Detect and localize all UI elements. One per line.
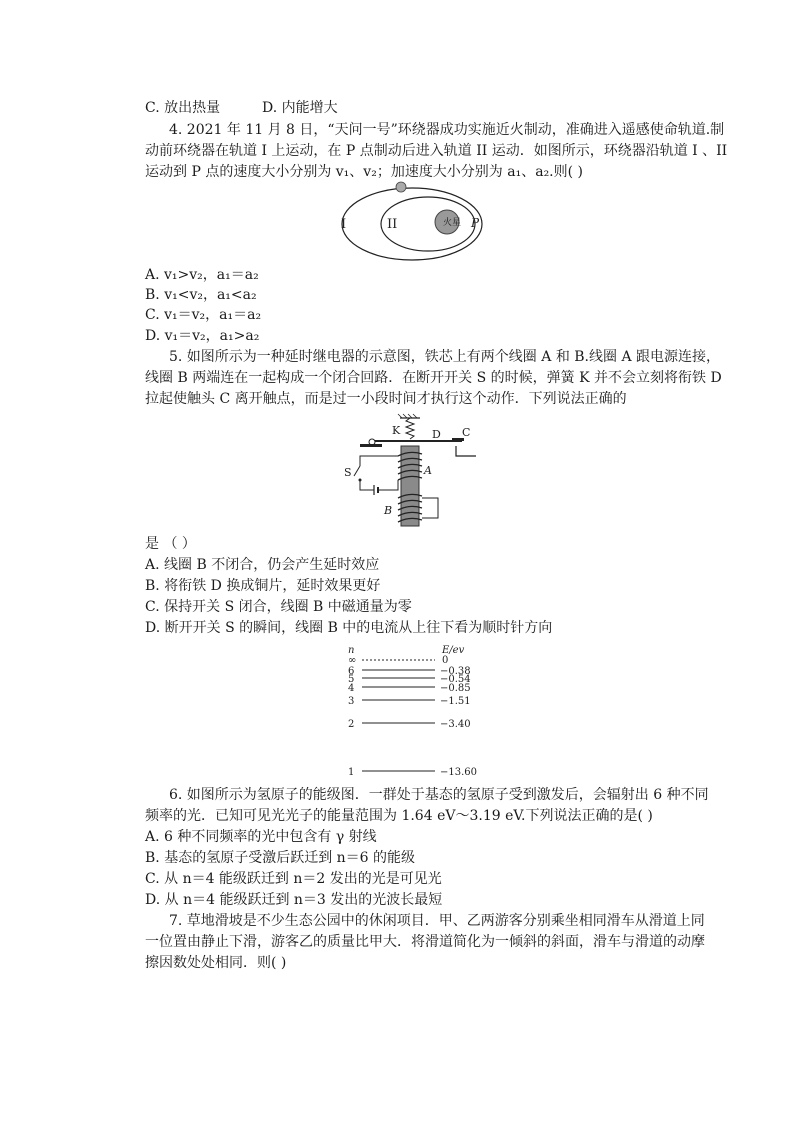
orbiter-dot xyxy=(396,182,406,192)
q4-option-b: B. v₁<v₂，a₁<a₂ xyxy=(145,287,257,303)
n-axis-label: n xyxy=(348,645,355,656)
level-1-n: 1 xyxy=(348,767,355,778)
level-3-n: 3 xyxy=(348,696,355,707)
level-4-n: 4 xyxy=(348,683,355,694)
q7-stem-line2: 一位置由静止下滑，游客乙的质量比甲大．将滑道简化为一倾斜的斜面，滑车与滑道的动摩 xyxy=(145,934,705,950)
coil-B-label: B xyxy=(384,504,393,517)
energy-level-diagram xyxy=(340,640,510,780)
q6-option-c: C. 从 n＝4 能级跃迁到 n＝2 发出的光是可见光 xyxy=(145,871,442,887)
level-1-e: −13.60 xyxy=(440,767,478,778)
q7-stem-line1: 7. 草地滑坡是不少生态公园中的休闲项目．甲、乙两游客分别乘坐相同滑车从滑道上同 xyxy=(169,913,705,929)
q4-stem-line3: 运动到 P 点的速度大小分别为 v₁、v₂；加速度大小分别为 a₁、a₂.则( ) xyxy=(145,164,584,180)
level-6-n: 6 xyxy=(348,666,355,677)
switch-S-label: S xyxy=(344,466,352,479)
q5-option-b: B. 将衔铁 D 换成铜片，延时效果更好 xyxy=(145,578,381,594)
q5-stem-line4: 是 （ ） xyxy=(145,536,196,552)
level-4-e: −0.85 xyxy=(440,683,471,694)
q4-option-a: A. v₁>v₂，a₁＝a₂ xyxy=(145,267,259,283)
relay-figure xyxy=(340,410,485,530)
q4-stem-line1: 4. 2021 年 11 月 8 日，“天问一号”环绕器成功实施近火制动，准确进入遥感使命轨道.制 xyxy=(169,122,725,138)
level-6-e: −0.38 xyxy=(440,666,471,677)
orbit-II-label: II xyxy=(387,217,398,232)
q5-stem-line1: 5. 如图所示为一种延时继电器的示意图，铁芯上有两个线圈 A 和 B.线圈 A 跟电源连接， xyxy=(169,349,721,365)
prev-option-c: C. 放出热量 xyxy=(145,100,221,116)
level-5-e: −0.54 xyxy=(440,674,471,685)
q7-stem-line3: 擦因数处处相同．则( ) xyxy=(145,955,287,971)
prev-option-d: D. 内能增大 xyxy=(262,100,338,116)
q5-option-d: D. 断开开关 S 的瞬间，线圈 B 中的电流从上往下看为顺时针方向 xyxy=(145,620,553,636)
orbit-I-label: I xyxy=(341,217,347,232)
q6-stem-line1: 6. 如图所示为氢原子的能级图．一群处于基态的氢原子受到激发后，会辐射出 6 种不同 xyxy=(169,787,709,803)
point-P-label: P xyxy=(471,216,480,230)
level-5-n: 5 xyxy=(348,674,355,685)
q5-stem-line3: 拉起使触头 C 离开触点，而是过一小段时间才执行这个动作．下列说法正确的 xyxy=(145,391,627,407)
orbit-figure xyxy=(330,178,490,264)
q6-option-a: A. 6 种不同频率的光中包含有 γ 射线 xyxy=(145,829,377,845)
spring-K xyxy=(406,418,414,439)
q4-stem-line2: 动前环绕器在轨道 I 上运动，在 P 点制动后进入轨道 II 运动．如图所示，环绕器沿轨道 I 、II xyxy=(145,143,728,159)
q6-option-b: B. 基态的氢原子受激后跃迁到 n＝6 的能级 xyxy=(145,850,416,866)
q4-option-c: C. v₁＝v₂，a₁＝a₂ xyxy=(145,307,262,323)
q5-option-a: A. 线圈 B 不闭合，仍会产生延时效应 xyxy=(145,557,380,573)
q5-stem-line2: 线圈 B 两端连在一起构成一个闭合回路．在断开开关 S 的时候，弹簧 K 并不会立刻将衔铁 D xyxy=(145,370,722,386)
level-inf-e: 0 xyxy=(442,655,449,666)
level-3-e: −1.51 xyxy=(440,696,471,707)
mars-label: 火星 xyxy=(443,218,462,228)
level-2-n: 2 xyxy=(348,719,355,730)
q6-stem-line2: 频率的光．已知可见光光子的能量范围为 1.64 eV～3.19 eV.下列说法正确的是( ) xyxy=(145,808,653,824)
switch-S xyxy=(354,466,360,476)
level-inf-n: ∞ xyxy=(348,655,357,666)
contact-C xyxy=(456,446,476,456)
contact-C-label: C xyxy=(462,426,471,439)
q4-option-d: D. v₁＝v₂，a₁>a₂ xyxy=(145,328,260,344)
spring-K-label: K xyxy=(392,424,401,437)
coil-A-label: A xyxy=(424,464,432,477)
level-2-e: −3.40 xyxy=(440,719,471,730)
energy-axis-label: E/ev xyxy=(442,645,465,656)
armature-D-label: D xyxy=(432,428,441,441)
q6-option-d: D. 从 n＝4 能级跃迁到 n＝3 发出的光波长最短 xyxy=(145,892,443,908)
q5-option-c: C. 保持开关 S 闭合，线圈 B 中磁通量为零 xyxy=(145,599,412,615)
